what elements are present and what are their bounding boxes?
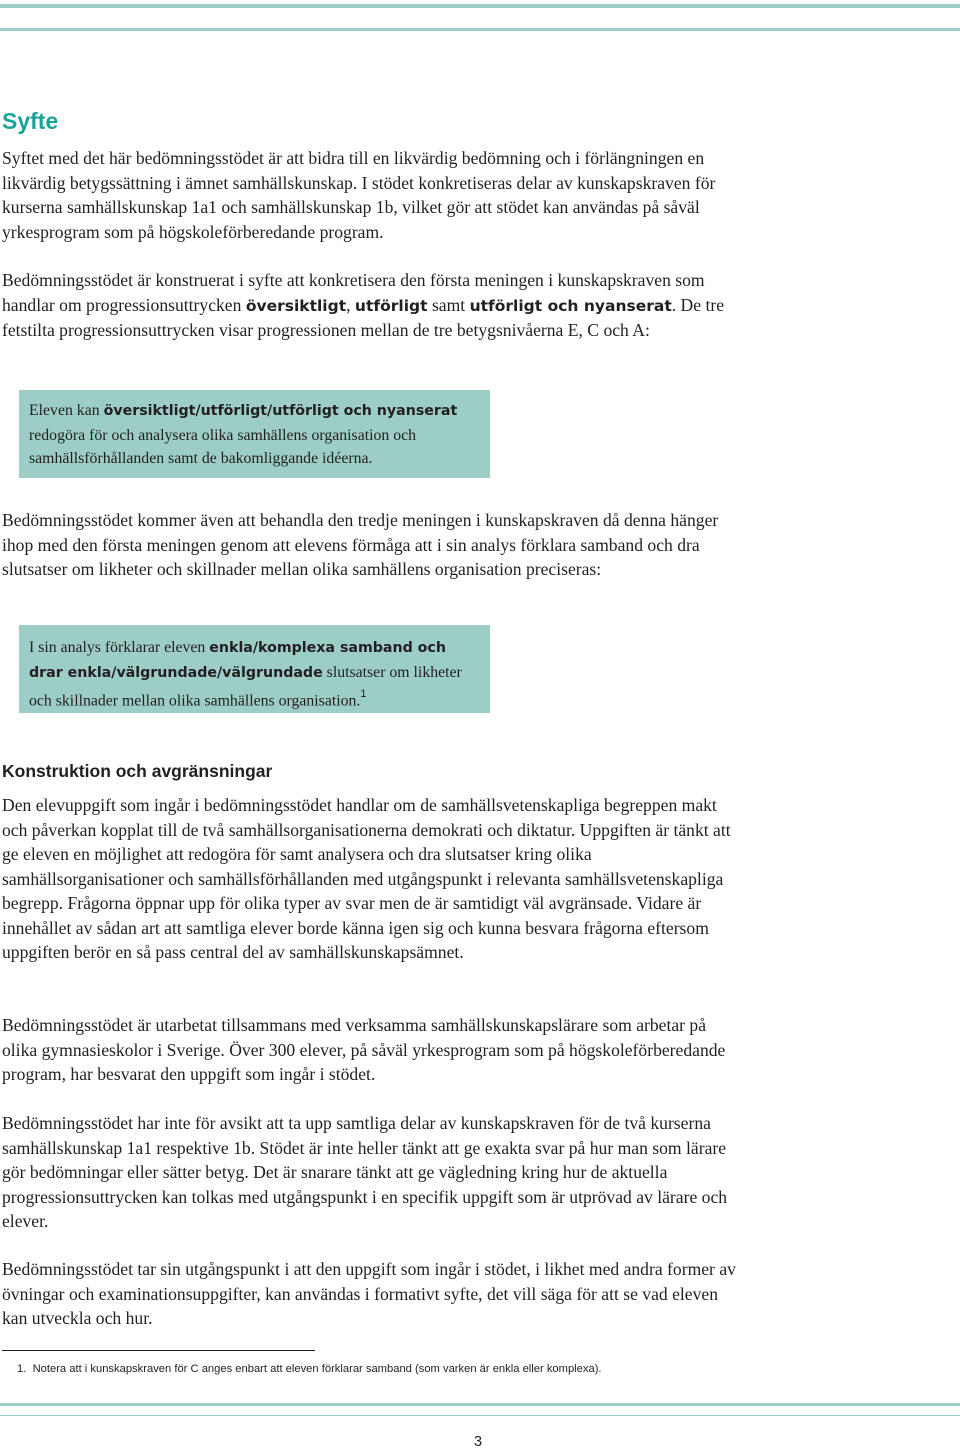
callout-box-knowledge-requirement-2: [19, 625, 490, 713]
section-heading-konstruktion: Konstruktion och avgränsningar: [2, 761, 273, 781]
bold-term: översiktligt: [245, 296, 347, 315]
bold-term: enkla/komplexa samband och drar enkla/välgrundade/välgrundade: [29, 640, 446, 681]
footnote-text: Notera att i kunskapskraven för C anges enbart att eleven förklarar samband (som varken är enkla eller komplexa).: [32, 1363, 602, 1375]
callout-text-2: I sin analys förklarar eleven enkla/komplexa samband och drar enkla/välgrundade/välgrundade slutsatser om likheter och skillnader mellan olika samhällens organisation.$^1$: [29, 639, 462, 710]
bold-term: utförligt: [354, 296, 428, 315]
syfte-paragraph-1: Syftet med det här bedömningsstödet är att bidra till en likvärdig bedömning och i förlängningen en likvärdig betygssättning i ämnet samhällskunskap. I stödet konkretiseras delar av kunskapskraven för kurserna samhällskunskap 1a1 och samhällskunskap 1b, vilket gör att stödet kan användas på såväl yrkesprogram som på högskoleförberedande program.: [2, 148, 716, 242]
konstruktion-paragraph-3: Bedömningsstödet har inte för avsikt att ta upp samtliga delar av kunskapskraven för de två kurserna samhällskunskap 1a1 respektive 1b. Stödet är inte heller tänkt att ge exakta svar på hur man som lärare gör bedömningar eller sätter betyg. Det är snarare tänkt att ge vägledning kring hur de aktuella progressionsuttrycken kan tolkas med utgångspunkt i en specifik uppgift som är utprövad av lärare och elever.: [2, 1113, 728, 1231]
bold-term: översiktligt/utförligt/utförligt och nyanserat: [103, 403, 458, 419]
top-accent-rule-thin: [0, 28, 960, 31]
bold-term: utförligt och nyanserat: [469, 296, 672, 315]
konstruktion-paragraph-2: Bedömningsstödet är utarbetat tillsammans med verksamma samhällskunskapslärare som arbetar på olika gymnasieskolor i Sverige. Över 300 elever, på såväl yrkesprogram som på högskoleförberedande program, har besvarat den uppgift som ingår i stödet.: [2, 1015, 726, 1084]
top-accent-rule: [0, 4, 960, 8]
syfte-paragraph-2: Bedömningsstödet är konstruerat i syfte att konkretisera den första meningen i kunskapskraven som handlar om progressionsuttrycken översiktligt, utförligt samt utförligt och nyanserat. De tre fetstilta progressionsuttrycken visar progressionen mellan de tre betygsnivåerna E, C och A:: [2, 270, 725, 340]
callout-text-1: Eleven kan översiktligt/utförligt/utförligt och nyanserat redogöra för och analysera olika samhällens organisation och samhällsförhållanden samt de bakomliggande idéerna.: [29, 402, 458, 467]
bottom-accent-rule: [0, 1403, 960, 1406]
bottom-accent-rule-thin: [0, 1415, 960, 1416]
footnote-number: 1.: [17, 1363, 27, 1375]
footnote: [17, 1361, 602, 1377]
syfte-paragraph-3: Bedömningsstödet kommer även att behandla den tredje meningen i kunskapskraven då denna hänger ihop med den första meningen genom att elevens förmåga att i sin analys förklara samband och dra slutsatser om likheter och skillnader mellan olika samhällens organisation preciseras:: [2, 510, 719, 579]
footnote-reference: 1: [360, 688, 367, 700]
callout-box-knowledge-requirement-1: [19, 390, 490, 478]
konstruktion-paragraph-1: Den elevuppgift som ingår i bedömningsstödet handlar om de samhällsvetenskapliga begreppen makt och påverkan kopplat till de två samhällsorganisationerna demokrati och diktatur. Uppgiften är tänkt att ge eleven en möjlighet att redogöra för samt analysera och dra slutsatser kring olika samhällsorganisationer och samhällsförhållanden med utgångspunkt i relevanta samhällsvetenskapliga begrepp. Frågorna öppnar upp för olika typer av svar men de är samtidigt väl avgränsade. Vidare är innehållet av sådan art att samtliga elever borde känna igen sig och kunna besvara frågorna eftersom uppgiften berör en så pass central del av samhällskunskapsämnet.: [2, 795, 731, 962]
footnote-divider: [2, 1350, 315, 1351]
page-number: 3: [474, 1434, 483, 1450]
section-heading-syfte: Syfte: [2, 108, 59, 134]
konstruktion-paragraph-4: Bedömningsstödet tar sin utgångspunkt i att den uppgift som ingår i stödet, i likhet med andra former av övningar och examinationsuppgifter, kan användas i formativt syfte, det vill säga för att se vad eleven kan utveckla och hur.: [2, 1259, 736, 1328]
